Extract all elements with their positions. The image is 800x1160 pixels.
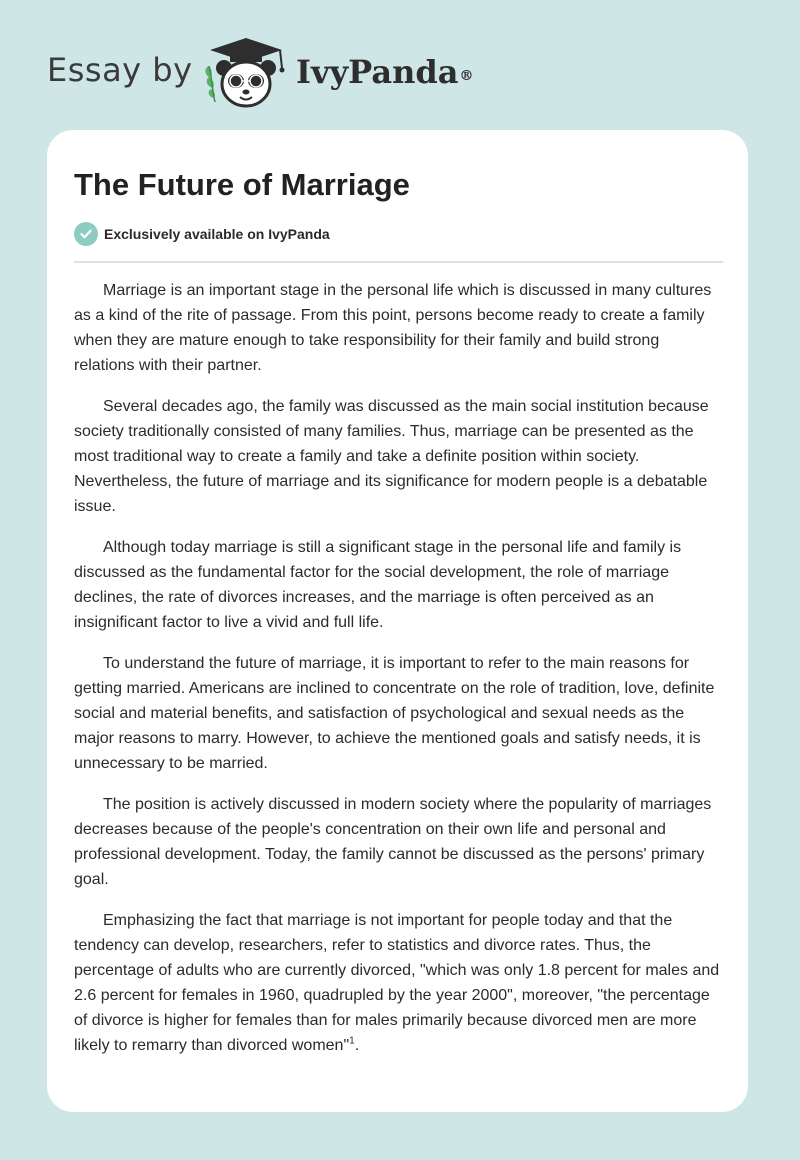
paragraph: To understand the future of marriage, it is important to refer to the main reasons for getting married. Americans are inclined to concentrate on the role of tradition, love, definite social and material benefits, and satisfaction of psychological and sexual needs as the major reasons to marry. However, to achieve the mentioned goals and satisfy needs, it is unnecessary to be married. xyxy=(74,655,715,772)
footnote-marker[interactable]: 1 xyxy=(349,1035,355,1047)
badge-text: Exclusively available on IvyPanda xyxy=(104,226,330,242)
paragraph: Several decades ago, the family was discussed as the main social institution because society traditionally consisted of many families. Thus, marriage can be presented as the most traditional way to create a family and take a definite position within society. Nevertheless, the future of marriage and its significance for modern people is a debatable issue. xyxy=(74,398,709,515)
final-period: . xyxy=(354,1037,360,1054)
exclusive-badge xyxy=(74,221,330,247)
registered-mark: ® xyxy=(459,68,474,84)
brand-label: IvyPanda xyxy=(296,53,459,91)
paragraph: Marriage is an important stage in the personal life which is discussed in many cultures as a kind of the rite of passage. From this point, persons become ready to create a family when they are mature enough to take responsibility for their family and build strong relations with their partner. xyxy=(74,282,712,374)
ivy-leaf-icon xyxy=(205,66,215,102)
essay-body xyxy=(74,278,724,1074)
essay-card xyxy=(47,130,748,1112)
site-header xyxy=(0,0,800,130)
essay-by-label: Essay by xyxy=(47,51,193,89)
divider xyxy=(74,261,723,263)
paragraph-text: Emphasizing the fact that marriage is not important for people today and that the tendency can develop, researchers, refer to statistics and divorce rates. Thus, the percentage of adults who are currently divorced, "which was only 1.8 percent for males and 2.6 percent for females in 1960, quadrupled by the year 2000", moreover, "the percentage of divorce is higher for females than for males primarily because divorced men are more likely to remarry than divorced women" xyxy=(74,912,720,1054)
brand-name[interactable] xyxy=(296,52,473,92)
check-icon xyxy=(74,222,98,246)
paragraph: Although today marriage is still a significant stage in the personal life and family is discussed as the fundamental factor for the social development, the role of marriage declines, the rate of divorces increases, and the marriage is often perceived as an insignificant factor to live a vivid and full life. xyxy=(74,539,682,631)
paragraph xyxy=(74,908,724,1058)
page-title: The Future of Marriage xyxy=(74,167,410,202)
paragraph: The position is actively discussed in modern society where the popularity of marriages decreases because of the people's concentration on their own life and personal and professional development. Today, the family cannot be discussed as the persons' primary goal. xyxy=(74,796,712,888)
panda-logo-icon[interactable] xyxy=(200,34,292,110)
